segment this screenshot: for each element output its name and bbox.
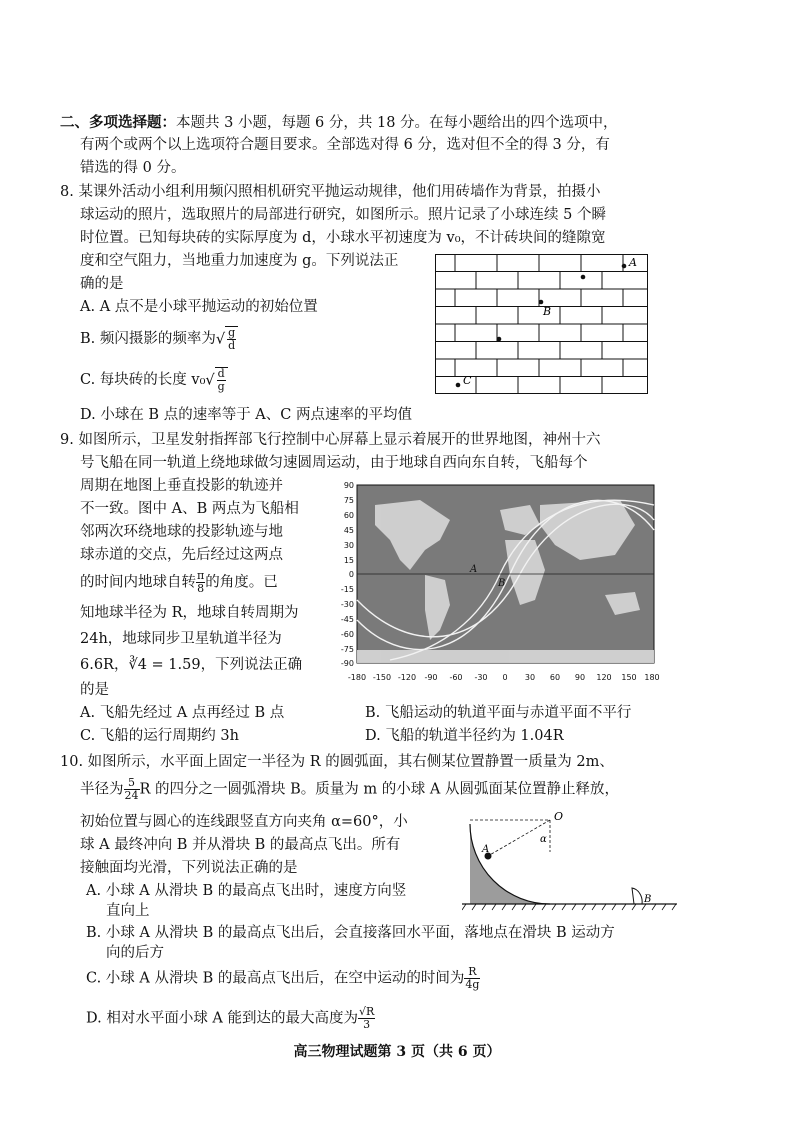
q10-option-d — [86, 1006, 375, 1031]
antarctica-shape — [357, 650, 654, 663]
q9-line11: 的是 — [80, 682, 109, 698]
q8-option-b-text: B. 频闪摄影的频率为 — [80, 331, 216, 348]
q9-line10: 6.6R，∛4 = 1.59，下列说法正确 — [80, 657, 303, 673]
q9-line4: 不一致。图中 A、B 两点为飞船相 — [80, 501, 299, 517]
map-point-a-label: A — [470, 564, 478, 575]
section-line2: 有两个或两个以上选项符合题目要求。全部选对得 6 分，选对但不全的得 3 分，有 — [80, 137, 610, 153]
q9-line2: 号飞船在同一轨道上绕地球做匀速圆周运动，由于地球自西向东自转，飞船每个 — [80, 455, 588, 471]
x-tick: 150 — [621, 673, 637, 682]
y-tick: 60 — [343, 511, 354, 520]
frac-num: 5 — [124, 777, 140, 790]
brick-wall-svg — [435, 254, 648, 394]
q8-option-c — [80, 367, 228, 393]
x-tick: -150 — [372, 673, 392, 682]
q10-line2-prefix: 半径为 — [80, 781, 124, 798]
frac-num: R — [464, 966, 480, 979]
q9-line9: 24h，地球同步卫星轨道半径为 — [80, 631, 282, 647]
ball-point-a — [622, 264, 627, 269]
ball-point-4 — [497, 337, 502, 342]
q8-line4: 度和空气阻力，当地重力加速度为 g。下列说法正 — [80, 253, 399, 269]
q10-line2-suffix: R 的四分之一圆弧滑块 B。质量为 m 的小球 A 从圆弧面某位置静止释放， — [139, 781, 619, 798]
map-y-ticks — [341, 481, 354, 668]
sqrt-symbol: √ $\frac{d}{g}$ — [205, 367, 227, 393]
label-o: O — [554, 812, 564, 823]
label-c: C — [463, 374, 472, 387]
y-tick: 15 — [343, 556, 354, 565]
q8-option-b — [80, 326, 238, 352]
q9-option-b: B. 飞船运动的轨道平面与赤道平面不平行 — [365, 705, 632, 721]
arc-slider-svg — [462, 812, 682, 912]
q9-line6: 球赤道的交点，先后经过这两点 — [80, 547, 283, 563]
q10-option-b-line1: B. 小球 A 从滑块 B 的最高点飞出后，会直接落回水平面，落地点在滑块 B 运动方 — [86, 925, 615, 941]
label-alpha: α — [540, 834, 547, 845]
q8-option-c-num: d — [217, 367, 225, 380]
x-tick: -60 — [449, 673, 463, 682]
q8-option-c-text: C. 每块砖的长度 v₀ — [80, 372, 206, 389]
frac-den: 3 — [363, 1018, 371, 1032]
q9-line1: 9. 如图所示，卫星发射指挥部飞行控制中心屏幕上显示着展开的世界地图，神州十六 — [60, 432, 601, 448]
y-tick: -75 — [340, 645, 354, 654]
label-slider-b: B — [644, 894, 652, 905]
q10-line1: 10. 如图所示，水平面上固定一半径为 R 的圆弧面，其右侧某位置静置一质量为 2m、 — [60, 754, 614, 770]
q9-line5: 邻两次环绕地球的投影轨迹与地 — [80, 524, 283, 540]
x-tick: 60 — [549, 673, 561, 682]
q10-line2 — [80, 777, 619, 802]
x-tick: 30 — [524, 673, 536, 682]
x-tick: -90 — [424, 673, 438, 682]
x-tick: -180 — [347, 673, 367, 682]
ball-point-c — [456, 383, 461, 388]
page-footer: 高三物理试题第 3 页（共 6 页） — [293, 1044, 501, 1060]
x-tick: 0 — [502, 673, 508, 682]
label-a: A — [629, 256, 637, 269]
arc-slider-figure — [462, 812, 682, 912]
fraction — [464, 966, 480, 991]
q10-option-c — [86, 966, 480, 991]
y-tick: 45 — [343, 526, 354, 535]
slider-b — [632, 888, 642, 904]
q8-line1: 8. 某课外活动小组利用频闪照相机研究平抛运动规律，他们用砖墙作为背景，拍摄小 — [60, 184, 601, 200]
sqrt-symbol: √ $\frac{g}{d}$ — [216, 326, 238, 352]
arc-surface — [470, 820, 550, 904]
q9-option-c: C. 飞船的运行周期约 3h — [80, 728, 239, 744]
label-ball-a: A — [482, 844, 490, 855]
q8-option-c-den: g — [217, 380, 225, 394]
y-tick: 90 — [343, 481, 354, 490]
x-tick: 180 — [644, 673, 660, 682]
frac-den: 24 — [124, 789, 139, 803]
q9-line7 — [80, 570, 278, 595]
fraction — [196, 570, 205, 595]
q9-line7-prefix: 的时间内地球自转 — [80, 574, 196, 591]
q10-option-b-line2: 向的后方 — [106, 945, 164, 961]
world-map-figure — [330, 480, 670, 690]
y-tick: 30 — [343, 541, 354, 550]
x-tick: 120 — [596, 673, 612, 682]
fraction — [124, 777, 140, 802]
q9-line7-suffix: 的角度。已 — [205, 574, 278, 591]
x-tick: -120 — [397, 673, 417, 682]
y-tick: -60 — [340, 630, 354, 639]
q10-line4: 球 A 最终冲向 B 并从滑块 B 的最高点飞出。所有 — [80, 837, 401, 853]
section-title-line — [60, 112, 618, 134]
map-x-ticks — [348, 673, 660, 682]
map-point-b-label: B — [498, 578, 506, 589]
world-map-svg — [330, 480, 670, 690]
x-tick: 90 — [574, 673, 586, 682]
q8-option-a: A. A 点不是小球平抛运动的初始位置 — [80, 299, 318, 315]
y-tick: -90 — [340, 659, 354, 668]
section-line1: 本题共 3 小题，每题 6 分，共 18 分。在每小题给出的四个选项中， — [176, 115, 618, 131]
section-line3: 错选的得 0 分。 — [80, 160, 186, 176]
brick-wall-figure — [435, 254, 648, 394]
q10-option-a-line2: 直向上 — [106, 903, 150, 919]
q8-option-b-num: g — [228, 326, 236, 339]
q8-line2: 球运动的照片，选取照片的局部进行研究，如图所示。照片记录了小球连续 5 个瞬 — [80, 207, 606, 223]
section-title: 二、多项选择题： — [60, 114, 176, 131]
y-tick: 0 — [348, 570, 354, 579]
q9-option-d: D. 飞船的轨道半径约为 1.04R — [365, 728, 564, 744]
frac-den: 4g — [465, 978, 480, 992]
q8-line5: 确的是 — [80, 276, 124, 292]
q9-line3: 周期在地图上垂直投影的轨迹并 — [80, 478, 283, 494]
ball-point-2 — [581, 275, 586, 280]
frac-num: π — [197, 569, 205, 582]
label-b: B — [543, 305, 552, 318]
y-tick: -30 — [340, 600, 354, 609]
q8-line3: 时位置。已知每块砖的实际厚度为 d，小球水平初速度为 v₀，不计砖块间的缝隙宽 — [80, 230, 606, 246]
q10-option-d-text: D. 相对水平面小球 A 能到达的最大高度为 — [86, 1010, 359, 1027]
q10-line3: 初始位置与圆心的连线跟竖直方向夹角 α=60°，小 — [80, 814, 408, 830]
q10-line5: 接触面均光滑，下列说法正确的是 — [80, 860, 298, 876]
q10-option-a-line1: A. 小球 A 从滑块 B 的最高点飞出时，速度方向竖 — [86, 883, 407, 899]
y-tick: -45 — [340, 615, 354, 624]
frac-den: 8 — [197, 582, 205, 596]
q8-option-b-den: d — [228, 339, 236, 353]
fraction — [358, 1006, 375, 1031]
q10-option-c-text: C. 小球 A 从滑块 B 的最高点飞出后，在空中运动的时间为 — [86, 970, 465, 987]
q9-option-a: A. 飞船先经过 A 点再经过 B 点 — [80, 705, 285, 721]
y-tick: 75 — [343, 496, 354, 505]
frac-num: √R — [359, 1005, 375, 1018]
q8-option-d: D. 小球在 B 点的速率等于 A、C 两点速率的平均值 — [80, 407, 412, 423]
ball-point-b — [539, 300, 544, 305]
q9-line8: 知地球半径为 R，地球自转周期为 — [80, 605, 299, 621]
x-tick: -30 — [474, 673, 488, 682]
y-tick: -15 — [340, 585, 354, 594]
